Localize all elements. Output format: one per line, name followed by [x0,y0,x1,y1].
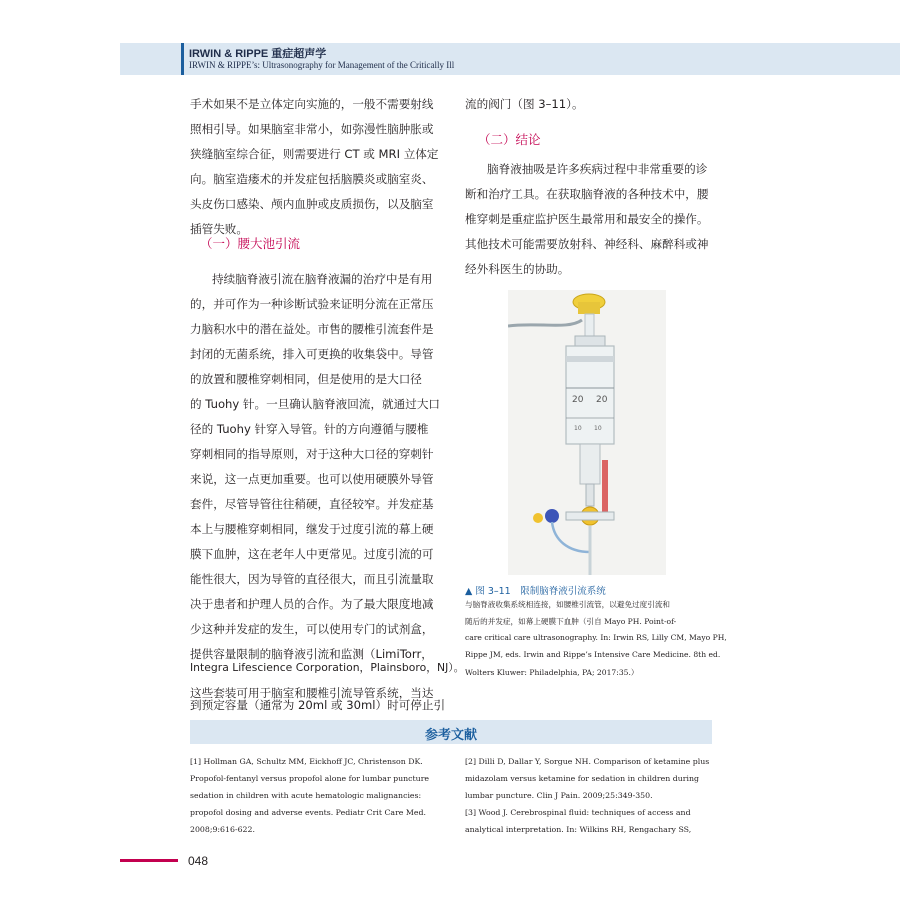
reference-line: midazolam versus ketamine for sedation in children during [465,774,700,783]
body-line: 提供容量限制的脑脊液引流和监测（LimiTorr， [190,647,433,661]
body-line: 的 Tuohy 针。一旦确认脑脊液回流，就通过大口 [190,397,441,411]
body-line: 本上与腰椎穿刺相同，继发于过度引流的幕上硬 [190,522,434,536]
body-line: 决于患者和护理人员的合作。为了最大限度地减 [190,597,434,611]
body-line: 的放置和腰椎穿刺相同，但是使用的是大口径 [190,372,422,386]
body-line: 向。脑室造瘘术的并发症包括脑膜炎或脑室炎、 [190,172,434,186]
body-line: 套件，尽管导管往往稍硬，直径较窄。并发症基 [190,497,434,511]
body-line: 封闭的无菌系统，排入可更换的收集袋中。导管 [190,347,434,361]
scale-label: 20 [572,395,584,405]
figure-caption-title: ▲ 图 3–11 限制脑脊液引流系统 [465,586,606,597]
body-line: 的，并可作为一种诊断试验来证明分流在正常压 [190,297,434,311]
reference-line: analytical interpretation. In: Wilkins RH, Rengachary SS, [465,825,692,834]
body-line: 少这种并发症的发生，可以使用专门的试剂盒， [190,622,434,636]
scale-label: 10 [574,425,582,432]
reference-line: Propofol-fentanyl versus propofol alone for lumbar puncture [190,774,430,783]
figure-caption-line: 随后的并发症，如幕上硬膜下血肿（引自 Mayo PH. Point-of- [465,617,677,626]
book-title: IRWIN & RIPPE 重症超声学 [189,48,327,60]
body-line: 这些套装可用于脑室和腰椎引流导管系统，当达 [190,686,434,700]
body-line: 手术如果不是立体定向实施的，一般不需要射线 [190,97,434,111]
reference-line: [1] Hollman GA, Schultz MM, Eickhoff JC, Christenson DK. [190,757,423,766]
body-line: 来说，这一点更加重要。也可以使用硬膜外导管 [190,472,434,486]
body-line: 膜下血肿，这在老年人中更常见。过度引流的可 [190,547,434,561]
figure-caption-line: Wolters Kluwer: Philadelphia, PA; 2017:35.） [465,668,639,677]
body-line: 头皮伤口感染、颅内血肿或皮质损伤，以及脑室 [190,197,434,211]
body-line: 脑脊液抽吸是许多疾病过程中非常重要的诊 [487,162,708,176]
figure-photo-drainage-system [508,290,666,575]
page-number: 048 [188,854,209,868]
body-line: 断和治疗工具。在获取脑脊液的各种技术中，腰 [465,187,709,201]
body-line: 穿刺相同的指导原则，对于这种大口径的穿刺针 [190,447,434,461]
body-line: 能性很大，因为导管的直径很大，而且引流量取 [190,572,434,586]
book-subtitle: IRWIN & RIPPE’s: Ultrasonography for Management of the Critically Ill [189,60,455,70]
section-heading-lumbar-drain: （一）腰大池引流 [200,236,301,251]
body-line: 流的阀门（图 3–11）。 [465,97,584,111]
scale-label: 20 [596,395,608,405]
body-line: 持续脑脊液引流在脑脊液漏的治疗中是有用 [212,272,433,286]
reference-line: propofol dosing and adverse events. Pediatr Crit Care Med. [190,808,426,817]
section-heading-conclusion: （二）结论 [478,132,541,147]
body-line: 其他技术可能需要放射科、神经科、麻醉科或神 [465,237,709,251]
figure-caption-line: care critical care ultrasonography. In: Irwin RS, Lilly CM, Mayo PH, [465,633,727,642]
reference-line: [2] Dilli D, Dallar Y, Sorgue NH. Comparison of ketamine plus [465,757,710,766]
body-line: 到预定容量（通常为 20ml 或 30ml）时可停止引 [190,698,446,712]
body-line: Integra Lifescience Corporation，Plainsboro，NJ）。 [190,661,465,674]
reference-line: sedation in children with acute hematologic malignancies: [190,791,422,800]
references-title: 参考文献 [424,728,477,743]
drainage-system-illustration [508,290,666,575]
body-line: 插管失败。 [190,222,248,236]
reference-line: lumbar puncture. Clin J Pain. 2009;25:349-350. [465,791,653,800]
reference-line: [3] Wood J. Cerebrospinal fluid: techniques of access and [465,808,691,817]
scale-label: 10 [594,425,602,432]
body-line: 椎穿刺是重症监护医生最常用和最安全的操作。 [465,212,709,226]
body-line: 照相引导。如果脑室非常小，如弥漫性脑肿胀或 [190,122,434,136]
body-line: 力脑积水中的潜在益处。市售的腰椎引流套件是 [190,322,434,336]
body-line: 径的 Tuohy 针穿入导管。针的方向遵循与腰椎 [190,422,429,436]
figure-caption-line: Rippe JM, eds. Irwin and Rippe’s Intensive Care Medicine. 8th ed. [465,650,721,659]
figure-caption-line: 与脑脊液收集系统相连接，如腰椎引流管，以避免过度引流和 [465,600,671,609]
reference-line: 2008;9:616-622. [190,825,255,834]
body-line: 狭缝脑室综合征，则需要进行 CT 或 MRI 立体定 [190,147,439,161]
body-line: 经外科医生的协助。 [465,262,570,276]
footer-accent-bar [120,859,178,862]
header-accent-bar [181,43,184,75]
